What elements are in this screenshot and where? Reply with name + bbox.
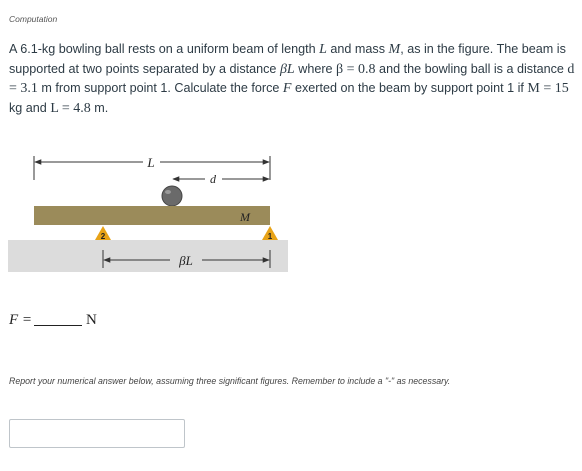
answer-input[interactable] xyxy=(9,419,185,448)
var-M: M xyxy=(388,42,401,57)
L-value: L = 4.8 xyxy=(50,100,91,116)
answer-unit: N xyxy=(86,312,97,328)
label-betaL: βL xyxy=(179,253,193,268)
problem-text: A 6.1-kg bowling ball rests on a uniform beam of length xyxy=(9,42,320,56)
label-d: d xyxy=(210,172,216,186)
ball-highlight xyxy=(165,190,171,194)
bowling-ball xyxy=(162,186,182,206)
support-2-label: 2 xyxy=(100,232,106,241)
var-L: L xyxy=(319,42,327,57)
d-value: d = 3.1 xyxy=(9,61,575,96)
beta-value: β = 0.8 xyxy=(336,61,376,77)
problem-text: m. xyxy=(90,100,109,115)
problem-text: where xyxy=(294,61,337,76)
var-betaL: βL xyxy=(279,61,295,77)
problem-text: and the bowling ball is a distance xyxy=(375,61,568,76)
beam xyxy=(34,206,270,225)
section-label: Computation xyxy=(9,14,58,24)
beam-figure xyxy=(0,150,582,280)
var-F: F xyxy=(282,81,292,96)
M-value: M = 15 xyxy=(527,81,569,96)
ground xyxy=(8,240,288,272)
problem-statement xyxy=(9,40,575,118)
answer-blank xyxy=(34,325,82,326)
problem-text: , as in the figure. The beam is supported at two points separated by a distance xyxy=(9,42,566,76)
problem-text: and mass xyxy=(326,42,389,56)
answer-variable: F = xyxy=(9,312,33,328)
problem-text: kg and xyxy=(9,100,51,115)
instruction-text: Report your numerical answer below, assuming three significant figures. Remember to include a "-" as necessary. xyxy=(9,376,451,386)
label-L: L xyxy=(147,155,155,170)
label-M: M xyxy=(240,210,250,224)
problem-text: m from support point 1. Calculate the force xyxy=(37,81,283,95)
answer-line xyxy=(9,312,97,329)
support-1-label: 1 xyxy=(267,232,273,241)
problem-text: exerted on the beam by support point 1 if xyxy=(291,81,528,95)
